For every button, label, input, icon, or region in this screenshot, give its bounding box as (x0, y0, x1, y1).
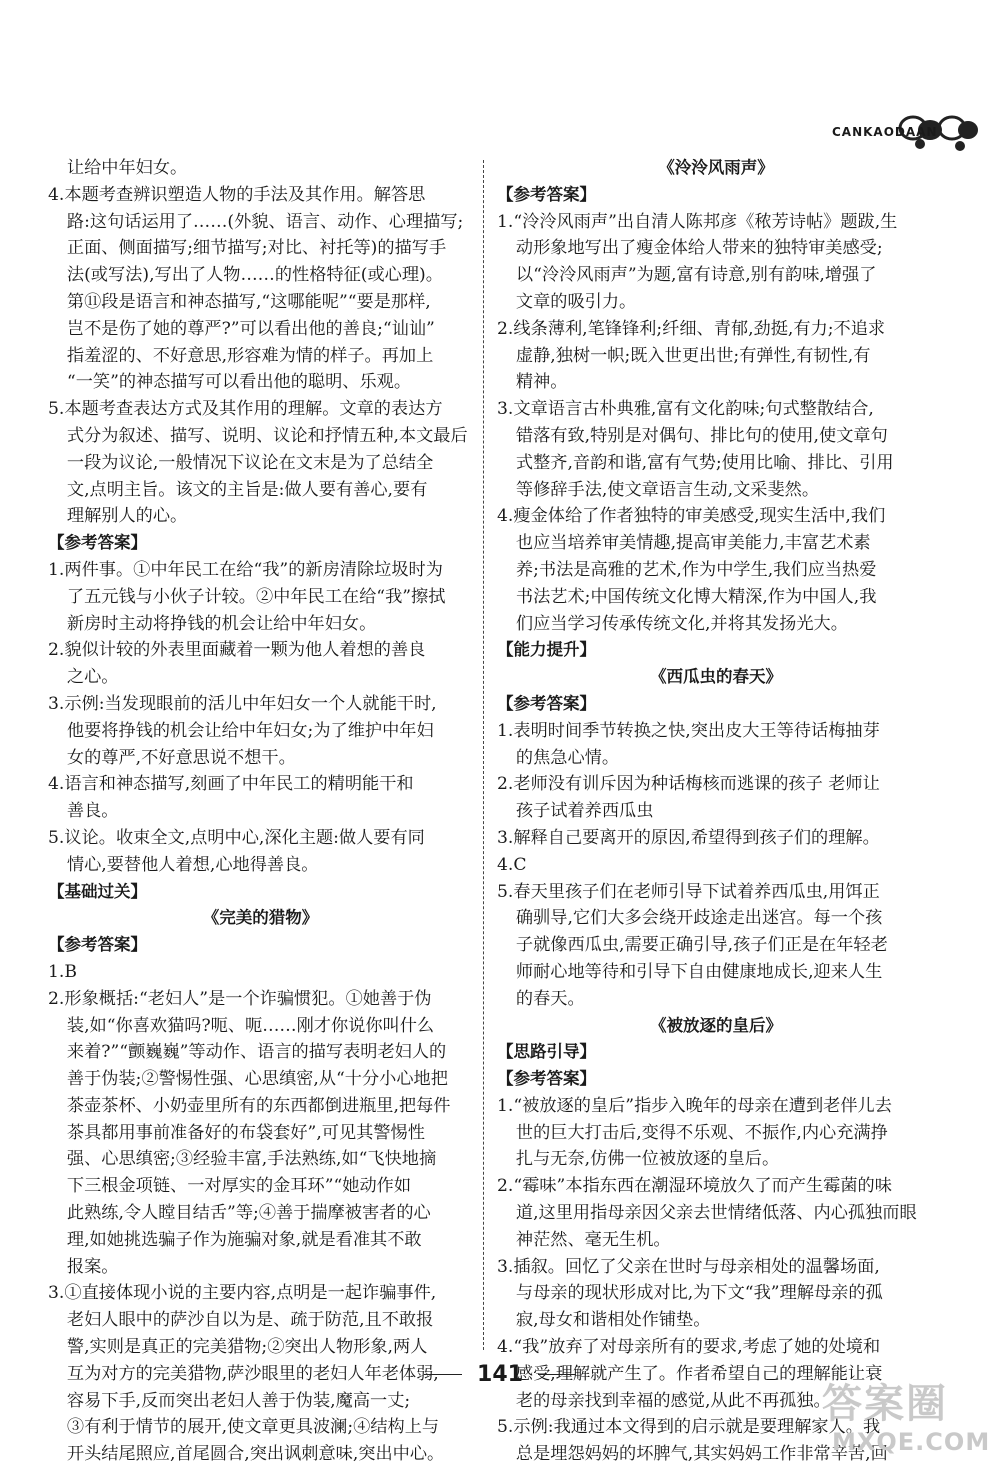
section-heading: 【参考答案】 (497, 693, 596, 713)
left-column (48, 155, 473, 1468)
logo-icon (800, 80, 1000, 160)
text-line: 路:这句话运用了……(外貌、语言、动作、心理描写; (66, 211, 464, 232)
text-line: 正面、侧面描写;细节描写;对比、衬托等)的描写手 (66, 238, 447, 259)
text-line: 1.“被放逐的皇后”指步入晚年的母亲在遭到老伴儿去 (497, 1095, 892, 1116)
text-line: 养;书法是高雅的艺术,作为中学生,我们应当热爱 (515, 559, 877, 580)
text-line: 4.本题考查辨识塑造人物的手法及其作用。解答思 (48, 184, 426, 205)
text-line: 寂,母女和谐相处作铺垫。 (515, 1310, 711, 1331)
watermark-url: MXQE.COM (832, 1428, 991, 1456)
text-line: 1.B (48, 961, 78, 982)
footer-dash-left (424, 1374, 462, 1375)
text-line: 互为对方的完美猎物,萨沙眼里的老妇人年老体弱, (66, 1363, 439, 1384)
text-line: 法(或写法),写出了人物……的性格特征(或心理)。 (66, 265, 443, 286)
text-line: 2.老师没有训斥因为种话梅核而逃课的孩子 老师让 (497, 774, 880, 795)
section-heading: 【基础过关】 (48, 881, 147, 901)
text-line: 装,如“你喜欢猫吗?呃、呃……刚才你说你叫什么 (66, 1015, 435, 1036)
footer-dash-right (538, 1374, 576, 1375)
text-line: 2.线条薄利,笔锋锋利;纤细、青郁,劲挺,有力;不追求 (497, 318, 886, 339)
text-line: 此熟练,令人瞠目结舌”等;④善于揣摩被害者的心 (66, 1203, 431, 1224)
text-line: 5.示例:我通过本文得到的启示就是要理解家人。我 (497, 1417, 881, 1438)
text-line: 道,这里用指母亲因父亲去世情绪低落、内心孤独而眼 (515, 1203, 917, 1224)
text-line: 了五元钱与小伙子计较。②中年民工在给“我”擦拭 (66, 586, 446, 607)
text-line: 的焦急心情。 (515, 747, 620, 768)
text-line: 让给中年妇女。 (66, 158, 188, 178)
text-line: 的春天。 (515, 988, 585, 1009)
text-line: 5.议论。收束全文,点明中心,深化主题:做人要有同 (48, 827, 425, 848)
text-line: 4.语言和神态描写,刻画了中年民工的精明能干和 (48, 774, 414, 795)
text-line: 2.“霉味”本指东西在潮湿环境放久了而产生霉菌的味 (497, 1176, 892, 1197)
text-line: 一段为议论,一般情况下议论在文末是为了总结全 (66, 452, 434, 473)
text-line: 式整齐,音韵和谐,富有气势;使用比喻、排比、引用 (515, 452, 894, 473)
text-line: 4.“我”放弃了对母亲所有的要求,考虑了她的处境和 (497, 1337, 881, 1358)
text-line: 来着?”“颤巍巍”等动作、语言的描写表明老妇人的 (66, 1042, 447, 1063)
text-line: 第⑪段是语言和神态描写,“这哪能呢”“要是那样, (66, 291, 431, 312)
text-line: 错落有致,特别是对偶句、排比句的使用,使文章句 (515, 425, 888, 446)
text-line: 他要将挣钱的机会让给中年妇女;为了维护中年妇 (66, 720, 434, 741)
section-heading: 【参考答案】 (48, 533, 147, 553)
text-line: 警,实则是真正的完美猎物;②突出人物形象,两人 (66, 1337, 428, 1358)
text-line: 确驯导,它们大多会绕开歧途走出迷宫。每一个孩 (515, 908, 883, 929)
text-line: 5.春天里孩子们在老师引导下试着养西瓜虫,用饵正 (497, 881, 880, 902)
text-line: 3.插叙。回忆了父亲在世时与母亲相处的温馨场面, (497, 1256, 880, 1277)
watermark (818, 1372, 998, 1462)
text-line: 4.C (497, 854, 527, 875)
text-line: 们应当学习传承传统文化,并将其发扬光大。 (515, 613, 848, 634)
text-line: 动形象地写出了瘦金体给人带来的独特审美感受; (515, 238, 883, 259)
watermark-logo-text: 答案圈 (822, 1381, 948, 1427)
text-line: 强、心思缜密;③经验丰富,手法熟练,如“飞快地摘 (66, 1149, 437, 1170)
text-line: 指羞涩的、不好意思,形容难为情的样子。再加上 (66, 345, 434, 366)
text-line: 老的母亲找到幸福的感觉,从此不再孤独。 (515, 1390, 831, 1411)
text-line: 善良。 (66, 801, 119, 822)
text-line: 情心,要替他人着想,心地得善良。 (66, 854, 319, 875)
text-line: 下三根金项链、一对厚实的金耳环”“她动作如 (66, 1176, 412, 1197)
article-title: 《泠泠风雨声》 (658, 158, 774, 177)
text-line: 孩子试着养西瓜虫 (515, 801, 654, 822)
text-line: 茶具都用事前准备好的布袋套好”,可见其警惕性 (66, 1122, 425, 1143)
text-line: 1.表明时间季节转换之快,突出皮大王等待话梅抽芽 (497, 720, 880, 741)
text-line: 虚静,独树一帜;既入世更出世;有弹性,有韧性,有 (515, 345, 871, 366)
text-line: 与母亲的现状形成对比,为下文“我”理解母亲的孤 (515, 1283, 883, 1304)
text-line: 神茫然、毫无生机。 (515, 1229, 671, 1250)
text-line: 3.解释自己要离开的原因,希望得到孩子们的理解。 (497, 827, 880, 848)
text-line: 1.“泠泠风雨声”出自清人陈邦彦《秾芳诗帖》题跋,生 (497, 211, 898, 232)
section-heading: 【思路引导】 (497, 1042, 596, 1062)
text-line: 2.貌似计较的外表里面藏着一颗为他人着想的善良 (48, 640, 426, 661)
text-line: 老妇人眼中的萨沙自以为是、疏于防范,且不敢报 (66, 1310, 434, 1331)
text-line: 扎与无奈,仿佛一位被放逐的皇后。 (515, 1149, 780, 1170)
text-line: 新房时主动将挣钱的机会让给中年妇女。 (66, 613, 377, 634)
text-line: 以“泠泠风雨声”为题,富有诗意,别有韵味,增强了 (515, 265, 877, 286)
text-line: 3.文章语言古朴典雅,富有文化韵味;句式整散结合, (497, 399, 874, 420)
text-line: 4.瘦金体给了作者独特的审美感受,现实生活中,我们 (497, 506, 886, 527)
text-line: 精神。 (515, 372, 568, 393)
text-line: 世的巨大打击后,变得不乐观、不振作,内心充满挣 (515, 1122, 888, 1143)
header-logo (800, 80, 1000, 160)
text-line: 善于伪装;②警惕性强、心思缜密,从“十分小心地把 (66, 1069, 448, 1090)
text-line: 子就像西瓜虫,需要正确引导,孩子们正是在年轻老 (515, 935, 888, 956)
article-title: 《西瓜虫的春天》 (650, 667, 782, 687)
text-line: 文章的吸引力。 (515, 291, 637, 312)
text-line: 总是埋怨妈妈的坏脾气,其实妈妈工作非常辛苦,回 (515, 1444, 888, 1465)
text-line: 1.两件事。①中年民工在给“我”的新房清除垃圾时为 (48, 559, 443, 580)
text-line: ③有利于情节的展开,使文章更具波澜;④结构上与 (66, 1417, 440, 1438)
brand-text: CANKAODAAN (832, 125, 938, 139)
section-heading: 【参考答案】 (497, 184, 596, 204)
text-line: 等修辞手法,使文章语言生动,文采斐然。 (515, 479, 820, 500)
text-line: 也应当培养审美情趣,提高审美能力,丰富艺术素 (515, 533, 871, 554)
section-heading: 【参考答案】 (497, 1069, 596, 1089)
text-line: 茶壶茶杯、小奶壶里所有的东西都倒进瓶里,把每件 (66, 1095, 451, 1116)
right-column (497, 155, 935, 1468)
article-title: 《完美的猎物》 (202, 908, 319, 928)
text-line: 文,点明主旨。该文的主旨是:做人要有善心,要有 (66, 479, 428, 500)
text-line: 3.示例:当发现眼前的活儿中年妇女一个人就能干时, (48, 693, 437, 714)
text-line: 岂不是伤了她的尊严?”可以看出他的善良;“讪讪” (66, 318, 435, 339)
text-line: 理,如她挑选骗子作为施骗对象,就是看准其不敢 (66, 1229, 422, 1250)
text-line: 5.本题考查表达方式及其作用的理解。文章的表达方 (48, 399, 443, 420)
text-line: 感受,理解就产生了。作者希望自己的理解能让衰 (515, 1363, 883, 1384)
text-line: 3.①直接体现小说的主要内容,点明是一起诈骗事件, (48, 1283, 437, 1304)
text-line: 报案。 (66, 1256, 119, 1277)
page-number: 141 (477, 1362, 523, 1387)
text-line: 开头结尾照应,首尾圆合,突出讽刺意味,突出中心。 (66, 1444, 445, 1465)
text-line: “一笑”的神态描写可以看出他的聪明、乐观。 (66, 372, 412, 393)
text-line: 式分为叙述、描写、说明、议论和抒情五种,本文最后 (66, 425, 468, 446)
section-heading: 【参考答案】 (48, 935, 147, 955)
text-line: 容易下手,反而突出老妇人善于伪装,魔高一丈; (66, 1390, 411, 1411)
text-line: 师耐心地等待和引导下自由健康地成长,迎来人生 (515, 961, 883, 982)
text-line: 女的尊严,不好意思说不想干。 (66, 747, 296, 768)
text-line: 书法艺术;中国传统文化博大精深,作为中国人,我 (515, 586, 877, 607)
section-heading: 【能力提升】 (497, 640, 596, 660)
text-line: 之心。 (66, 667, 119, 688)
text-line: 理解别人的心。 (66, 506, 188, 527)
article-title: 《被放逐的皇后》 (650, 1015, 782, 1035)
column-divider (483, 160, 484, 1350)
text-line: 2.形象概括:“老妇人”是一个诈骗惯犯。①她善于伪 (48, 988, 432, 1009)
